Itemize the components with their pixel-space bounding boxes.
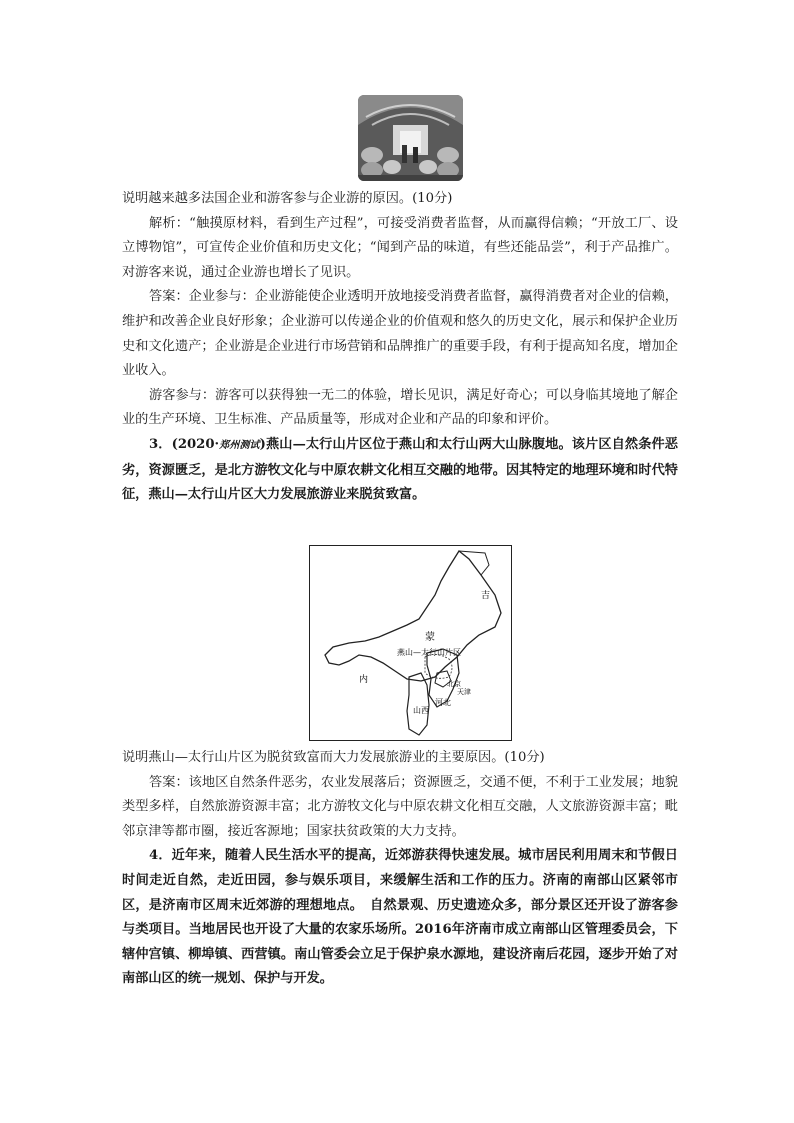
question-2-section	[122, 187, 678, 508]
map-label-tianjin: 天津	[457, 688, 471, 696]
question-3-answer-section	[122, 746, 678, 992]
map-label-meng: 蒙	[425, 632, 435, 643]
q2-answer-enterprise: 答案：企业参与：企业游能使企业透明开放地接受消费者监督，赢得消费者对企业的信赖，维护和改善企业良好形象；企业游可以传递企业的价值观和悠久的历史文化，展示和保护企业历史和文化遗产；企业游是企业进行市场营销和品牌推广的重要手段，有利于提高知名度，增加企业收入。	[122, 289, 678, 379]
q3-answer: 答案：该地区自然条件恶劣，农业发展落后；资源匮乏，交通不便，不利于工业发展；地貌类型多样，自然旅游资源丰富；北方游牧文化与中原农耕文化相互交融，人文旅游资源丰富；毗邻京津等都市圈，接近客源地；国家扶贫政策的大力支持。	[122, 774, 678, 839]
q2-answer-tourist: 游客参与：游客可以获得独一无二的体验，增长见识，满足好奇心；可以身临其境地了解企业的生产环境、卫生标准、产品质量等，形成对企业和产品的印象和评价。	[122, 387, 678, 428]
q3-stem	[122, 433, 678, 508]
q2-question: 说明越来越多法国企业和游客参与企业游的原因。(10分)	[122, 191, 453, 206]
yanshan-taihangshan-map	[309, 545, 512, 741]
q3-source: 郑州测试	[219, 439, 260, 451]
q3-stem-text: )燕山—太行山片区位于燕山和太行山两大山脉腹地。该片区自然条件恶劣，资源匮乏，是北方游牧文化与中原农耕文化相互交融的地带。因其特定的地理环境和时代特征，燕山—太行山片区大力发展旅游业来脱贫致富。	[122, 436, 678, 503]
q3-number: 3．(2020·	[149, 436, 220, 452]
winery-cellar-photo	[358, 95, 463, 181]
map-label-nei: 内	[359, 675, 369, 685]
map-label-hebei: 河北	[435, 698, 451, 707]
q4-stem: 4．近年来，随着人民生活水平的提高，近郊游获得快速发展。城市居民利用周末和节假日时间走近自然，走近田园，参与娱乐项目，来缓解生活和工作的压力。济南的南部山区紧邻市区，是济南市区周末近郊游的理想地点。 自然景观、历史遗迹众多，部分景区还开设了游客参与类项目。当地居民也开设了大量的农家乐场所。2016年济南市成立南部山区管理委员会，下辖仲宫镇、柳埠镇、西营镇。南山管委会立足于保护泉水源地，建设济南后花园，逐步开始了对南部山区的统一规划、保护与开发。	[122, 848, 678, 987]
map-label-ji: 吉	[481, 591, 491, 601]
q2-analysis: 解析：“触摸原材料，看到生产过程”，可接受消费者监督，从而赢得信赖；“开放工厂、设立博物馆”，可宣传企业价值和历史文化；“闻到产品的味道，有些还能品尝”，利于产品推广。对游客来说，通过企业游也增长了见识。	[122, 215, 678, 280]
map-label-shanxi: 山西	[413, 706, 429, 715]
q3-question: 说明燕山—太行山片区为脱贫致富而大力发展旅游业的主要原因。(10分)	[122, 750, 545, 765]
map-label-region: 燕山—太行山片区	[397, 648, 461, 657]
map-label-beijing: 北京	[447, 680, 461, 688]
